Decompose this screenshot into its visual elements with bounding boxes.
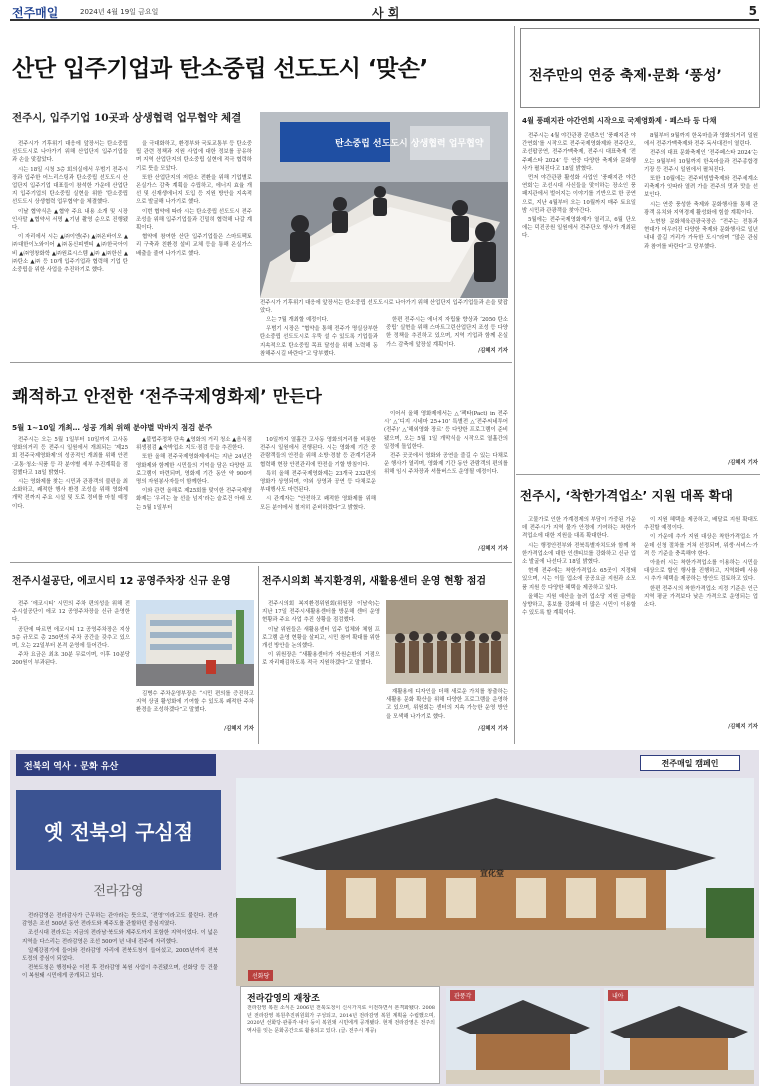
feature-series-label: 전북의 역사 · 문화 유산 (16, 754, 216, 776)
film-headline: 쾌적하고 안전한 ‘전주국제영화제’ 만든다 (12, 387, 322, 407)
divider (10, 562, 512, 563)
feature-title-box (16, 790, 221, 870)
council-byline: /김혜지 기자 (478, 726, 508, 732)
tag-naea: 내아 (608, 990, 628, 1001)
festival-body-col2: 8월부터 9월까지 한옥마을과 영화의거리 일원에서 전주가맥축제와 전주 독서대전이 열린다. 전주의 대표 문화축제인 ‘전주페스타 2024’는 오는 9월부터 10월까지 한옥마을과 전주종합경기장 등 전주시 일원에서 펼쳐진다. 또한 10월에는 전주비빔밥축제와 전주세계소리축제가 잇따라 열려 가을 전주의 멋과 맛을 선보인다. 시는 연중 풍성한 축제와 문화행사를 통해 관광객 유치와 지역경제 활성화에 힘쓸 계획이다. 노현창 문화체육관광국장은 “전주는 전통과 현대가 어우러진 다양한 축제와 문화행사로 일년 내내 즐길 거리가 가득한 도시”라며 “많은 관심과 참여를 바란다”고 당부했다. (644, 133, 758, 250)
tag-seonhwadang: 선화당 (248, 970, 273, 981)
lead-body-col3: 으는 7월 개최할 예정이다. 우범기 시장은 “협약을 통해 전주가 명실상부한 탄소중립 선도도시로 우뚝 설 수 있도록 기업들과 지속적으로 탄소중립 목표 달성을 위해 노력해 동참해주시길 바란다”고 당부했다. (260, 317, 378, 356)
column-divider (514, 26, 515, 744)
feature-body: 전라감영은 전라감사가 근무하는 관아라는 뜻으로, ‘전영’이라고도 불린다. 전라감영은 조선 500년 동안 전라도와 제주도를 관할하던 중심지였다. 조선시대 전라도는 지금의 전라남·북도와 제주도까지 포함한 지역이었다. 이 넓은 지역을 다스리는 전라감영은 조선 500여 년 내내 전주에 자리했다. 일제강점기에 들어와 전라감영 자리에 전북도청이 들어섰고, 2005년까지 전북 도정의 중심이 되었다. 전북도청은 행정타운 이전 후 전라감영 복원 사업이 추진됐으며, 선화당 등 건물이 복원돼 시민에게 공개되고 있다. (22, 913, 218, 980)
meeting-photo (260, 112, 508, 298)
newspaper-brand: 전주매일 (12, 6, 59, 20)
hanok-building-photo (236, 778, 754, 986)
ecoplex-headline: 전주시설공단, 에코시티 12 공영주차장 신규 운영 (12, 576, 231, 587)
goodprice-body-col2: 이 지원 혜택을 제공하고, 배달료 지원 확대도 추진할 예정이다. 이 가운데 추가 지원 대상은 착한가격업소 가운데 신청 절차를 거쳐 선정되며, 위생·서비스·가격 등 기준을 충족해야 한다. 아울러 시는 착한가격업소를 이용하는 시민을 대상으로 할인 행사를 진행하고, 지역화폐 사용 시 추가 혜택을 제공하는 방안도 검토하고 있다. 한편 전주시의 착한가격업소 지정 기준은 인근 지역 평균 가격보다 낮은 가격으로 운영되는 업소다. (644, 517, 758, 609)
parking-photo (136, 600, 254, 686)
column-divider (258, 566, 259, 744)
divider (10, 362, 512, 363)
lead-body-col4: 한편 전주시는 에너지 자립률 향상과 ‘2050 탄소중립’ 실현을 위해 스마트그린산업단지 조성 등 다양한 정책을 추진하고 있으며, 지역 기업과 함께 온실가스 감축에 앞장설 계획이다. (386, 317, 508, 348)
feature-info-box (240, 986, 440, 1084)
feature-box-text: 전라감영 복원 소식은 2006년 전북도청이 신시가지로 이전하면서 본격화됐다. 2008년 전라감영 복원추진위원회가 구성되고, 2014년 전라감영 복원 계획을 수립했으며, 2020년 선화당·관풍각·내아 등이 복원돼 시민에게 공개됐다. 현재 전라감영은 전주의 역사를 잇는 문화공간으로 활용되고 있다. (글: 전주시 제공) (247, 1005, 435, 1034)
signboard-text: 宣化堂 (480, 868, 504, 878)
festival-headline: 전주만의 연중 축제·문화 ‘풍성’ (529, 68, 722, 84)
ecoplex-body-col1: 전주 ‘에코시티’ 시민의 주차 편의성을 위해 전주시설공단이 에코 12 공영주차장을 신규 운영한다. 공단에 따르면 에코시티 12 공영주차장은 지상 5층 규모로 총 250면의 주차 공간을 갖추고 있으며, 오는 22일부터 본격 운영에 들어간다. 주차 요금은 최초 30분 무료이며, 이후 10분당 200원이 부과된다. (12, 601, 130, 667)
feature-subtitle: 전라감영 (93, 884, 144, 899)
film-byline: /김혜지 기자 (478, 546, 508, 552)
film-body-col2: ▲불법주정차 단속 ▲영화의 거리 청소 ▲음식점 위생점검 ▲숙박업소 지도·점검 등을 추진한다. 또한 올해 전주국제영화제에서는 지난 24년간 영화제와 함께한 시민들의 기억을 담은 다양한 프로그램이 마련되며, 영화제 기간 동안 약 900여 명의 자원봉사자들이 함께한다. 이와 관련 올해로 제25회를 맞이한 전주국제영화제는 ‘우리는 늘 선을 넘지’라는 슬로건 아래 오는 5월 1일부터 (136, 437, 252, 511)
goodprice-body-col1: 고물가로 인한 가계경제의 부담이 가중된 가운데 전주시가 지역 물가 안정에 기여하는 착한가격업소에 대한 지원을 대폭 확대한다. 시는 행정안전부와 전북특별자치도와 함께 착한가격업소에 대한 인센티브를 강화하고 신규 업소 발굴에 나선다고 18일 밝혔다. 현재 전주에는 착한가격업소 65곳이 지정돼 있으며, 시는 이들 업소에 공공요금 지원과 소모품 지원 등 다양한 혜택을 제공하고 있다. 올해는 지원 예산을 늘려 업소당 지원 금액을 상향하고, 홍보를 강화해 더 많은 시민이 이용할 수 있도록 할 계획이다. (522, 517, 636, 617)
film-body-col4: 이어서 올해 영화제에서는 △‘팩타(Pact) in 전주시’ △‘디지 시네마 25+10’ 특별전 △‘전주씨네투어(전주)’ △‘해외영화 장르’ 등 다양한 프로그램이 준비됐으며, 오는 5월 1일 개막식을 시작으로 열흘간의 일정에 돌입한다. 전주 곳곳에서 영화와 공연을 즐길 수 있는 다채로운 행사가 열리며, 영화제 기간 동안 관람객의 편의를 위해 임시 주차장과 셔틀버스도 운영될 예정이다. (384, 411, 508, 476)
film-body-col3: 10일까지 열흘간 고사동 영화의거리를 비롯한 전주시 일원에서 진행된다. 시는 영화제 기간 중 관람객들의 안전을 위해 소방·경찰 등 관계기관과 협력해 현장 안전관리에 만전을 기할 방침이다. 특히 올해 전주국제영화제는 23개국 232편의 영화가 상영되며, 야외 상영과 공연 등 다채로운 부대행사도 마련된다. 시 관계자는 “안전하고 쾌적한 영화제를 위해 모든 분야에서 철저히 준비하겠다”고 밝혔다. (260, 437, 376, 511)
goodprice-headline: 전주시, ‘착한가격업소’ 지원 대폭 확대 (520, 488, 733, 503)
feature-box-title: 전라감영의 재창조 (247, 994, 320, 1004)
naea-image (604, 988, 754, 1084)
masthead (10, 4, 759, 21)
lead-body-col2: 을 극대화하고, 환경부와 국토교통부 등 탄소중립 관련 정책과 지원 사업에 대한 정보를 공유하며 지역 산업단지의 탄소중립 실현에 적극 협력하기로 뜻을 모았다. 또한 산업단지의 저탄소 전환을 위해 기업별로 온실가스 감축 계획을 수립하고, 에너지 효율 개선 및 신재생에너지 도입 등 지원 방안을 지속적으로 발굴해 나가기로 했다. 이번 협약에 따라 시는 탄소중립 선도도시 전주 조성을 위해 입주기업들과 긴밀히 협력해 나갈 계획이다. 협약에 참여한 산단 입주기업들은 스마트팩토리 구축과 친환경 설비 교체 등을 통해 온실가스 배출을 줄여 나가기로 했다. (136, 141, 252, 257)
page-number: 5 (748, 4, 757, 18)
goodprice-byline: /김혜지 기자 (728, 724, 758, 730)
film-subhead: 5월 1~10일 개최… 성공 개최 위해 분야별 막바지 점검 분주 (12, 423, 213, 432)
lead-headline: 산단 입주기업과 탄소중립 선도도시 ‘맞손’ (12, 56, 428, 82)
council-headline: 전주시의회 복지환경위, 새활용센터 운영 현황 점검 (262, 576, 487, 587)
feature-title: 옛 전북의 구심점 (43, 820, 194, 844)
parking-building-photo (136, 600, 254, 686)
feature-main-photo (236, 778, 754, 986)
lead-photo (260, 112, 508, 298)
section-title: 사 회 (372, 6, 400, 20)
divider (516, 474, 760, 475)
gwanpunggak-photo (446, 988, 600, 1084)
campaign-badge: 전주매일 캠페인 (640, 755, 740, 771)
issue-date: 2024년 4월 19일 금요일 (80, 8, 159, 16)
lead-photo-caption: 전주시가 기후위기 대응에 앞장서는 탄소중립 선도도시로 나아가기 위해 산업단지 입주기업들과 손을 맞잡았다. (260, 300, 508, 314)
council-body-col2: 재활용에 디자인을 더해 새로운 가치를 창출하는 새활용 문화 확산을 위해 다양한 프로그램을 운영하고 있으며, 위원회는 센터의 지속 가능한 운영 방안을 모색해 나가기로 했다. (386, 689, 508, 720)
lead-body-col1: 전주시가 기후위기 대응에 앞장서는 탄소중립 선도도시로 나아가기 위해 산업단지 입주기업들과 손을 맞잡았다. 시는 18일 시청 3층 회의실에서 우범기 전주시장과 입주한 어느리스팅과 탄소중립 선도도시 산업단지 입주기업 대표들이 참석한 가운데 산업단지 입주기업의 탄소중립 실현을 위한 ‘탄소중립 선도도시 상생협력 업무협약’을 체결했다. 이날 협약식은 ▲협약 주요 내용 소개 및 시장 인사말 ▲협약서 서명 ▲기념 촬영 순으로 진행됐다. 이 자리에서 시는 ▲㈜이엔(주) ▲㈜온바이오 ▲㈜대한이노와이어 ▲㈜동신피엔티 ▲㈜한국아이비 ▲㈜영창화학 ▲㈜원료시스템 ▲㈜ ▲㈜한신 ▲㈜탄소 ▲㈜ 등 10개 입주기업과 협력해 기업 탄소중립을 위한 사업을 추진하기로 했다. (12, 141, 128, 274)
council-body-col1: 전주시의회 복지환경위원회(위원장 이남숙)는 지난 17일 전주시새활용센터를 방문해 센터 운영 현황과 주요 사업 추진 상황을 점검했다. 이날 위원들은 새활용센터 입주 업체와 체험 프로그램 운영 현황을 살피고, 시민 참여 확대를 위한 개선 방안을 논의했다. 이 위원장은 “새활용센터가 자원순환의 거점으로 자리매김하도록 적극 지원하겠다”고 말했다. (262, 601, 380, 667)
council-group-photo (386, 600, 508, 684)
ecoplex-byline: /김혜지 기자 (224, 726, 254, 732)
film-body-col1: 전주시는 오는 5월 1일부터 10일까지 고사동 영화의거리 등 전주시 일원에서 개최되는 ‘제25회 전주국제영화제’의 성공적인 개최를 위해 안전·교통·청소·식품 등 각 분야별 세부 추진계획을 점검했다고 18일 밝혔다. 시는 영화제를 찾는 시민과 관광객의 불편을 최소화하고, 쾌적한 행사 환경 조성을 위해 영화제 개막 전까지 주요 시설 및 도로 정비를 마칠 예정이다. (12, 437, 128, 510)
council-photo (386, 600, 508, 684)
gwanpunggak-image (446, 988, 600, 1084)
festival-subhead: 4월 풍패지관 야간연회 시작으로 국제영화제 · 페스타 등 다채 (522, 116, 717, 125)
tag-gwanpunggak: 관풍각 (450, 990, 475, 1001)
photo-banner-text: 탄소중립 선도도시 상생협력 업무협약 (335, 139, 484, 149)
ecoplex-body-col2: 김병수 주차운영부장은 “시민 편의를 증진하고 지역 상권 활성화에 기여할 수 있도록 쾌적한 주차 환경을 조성하겠다”고 말했다. (136, 691, 254, 714)
lead-byline: /김혜지 기자 (478, 348, 508, 354)
naea-photo (604, 988, 754, 1084)
lead-subhead: 전주시, 입주기업 10곳과 상생협력 업무협약 체결 (12, 112, 242, 124)
festival-body-col1: 전주시는 4월 야간관광 콘텐츠인 ‘풍패지관 야간연회’를 시작으로 전주국제영화제와 전주단오, 조선팝공연, 전주가맥축제, 전주시 대표축제 ‘전주페스타 2024’ 등 연중 다양한 축제와 문화행사가 펼쳐진다고 18일 밝혔다. 먼저 야간관광 활성화 사업인 ‘풍패지관 야간연회’는 조선시대 사신들을 맞이하는 장소인 풍패지관에서 벌어지는 이야기를 기반으로 한 공연으로, 지난 4월부터 오는 10월까지 매주 토요일 밤 시민과 관광객을 찾아간다. 5월에는 전주국제영화제가 열리고, 6월 단오에는 덕진공원 일원에서 전주단오 행사가 개최된다. (522, 133, 636, 240)
festival-title-box (520, 28, 760, 108)
festival-byline: /김혜지 기자 (728, 460, 758, 466)
